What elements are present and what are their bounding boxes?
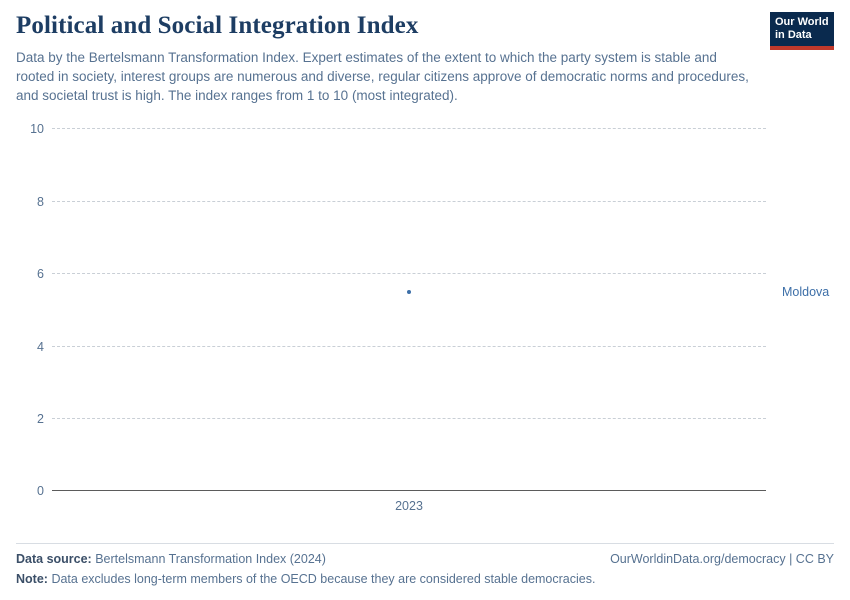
y-axis-tick-label: 4 — [37, 339, 44, 354]
plot-region[interactable] — [30, 122, 830, 514]
data-source-value: Bertelsmann Transformation Index (2024) — [95, 552, 326, 566]
page-title: Political and Social Integration Index — [16, 12, 419, 39]
footer-divider — [16, 543, 834, 544]
y-axis-tick-label: 10 — [30, 122, 44, 137]
chart-note-value: Data excludes long-term members of the OECD because they are considered stable democracies. — [51, 572, 596, 586]
x-axis-line — [52, 490, 766, 491]
gridline — [52, 128, 766, 129]
x-axis-tick-label: 2023 — [395, 499, 423, 514]
owid-logo[interactable] — [770, 12, 834, 50]
attribution-link[interactable]: OurWorldinData.org/democracy | CC BY — [610, 552, 834, 566]
y-axis-tick-label: 0 — [37, 484, 44, 499]
owid-logo-line1: Our World — [775, 16, 829, 28]
y-axis-tick-label: 6 — [37, 267, 44, 282]
gridline — [52, 201, 766, 202]
data-source-label: Data source: — [16, 552, 92, 566]
chart-note — [16, 572, 834, 586]
owid-logo-line2: in Data — [775, 28, 812, 41]
gridline — [52, 418, 766, 419]
y-axis-tick-label: 2 — [37, 412, 44, 427]
chart-subtitle: Data by the Bertelsmann Transformation Index. Expert estimates of the extent to which the party system is stable and rooted in society, interest groups are numerous and diverse, regular citizens approve of democratic norms and procedures, and societal trust is high. The index ranges from 1 to 10 (most integrated). — [16, 50, 749, 104]
chart-area — [16, 119, 834, 529]
series-label-moldova[interactable]: Moldova — [782, 285, 830, 300]
data-point[interactable] — [407, 290, 411, 294]
chart-note-label: Note: — [16, 572, 48, 586]
y-axis-tick-label: 8 — [37, 194, 44, 209]
chart-header — [16, 12, 834, 105]
data-source — [16, 552, 326, 566]
gridline — [52, 273, 766, 274]
gridline — [52, 346, 766, 347]
chart-footer — [16, 543, 834, 586]
